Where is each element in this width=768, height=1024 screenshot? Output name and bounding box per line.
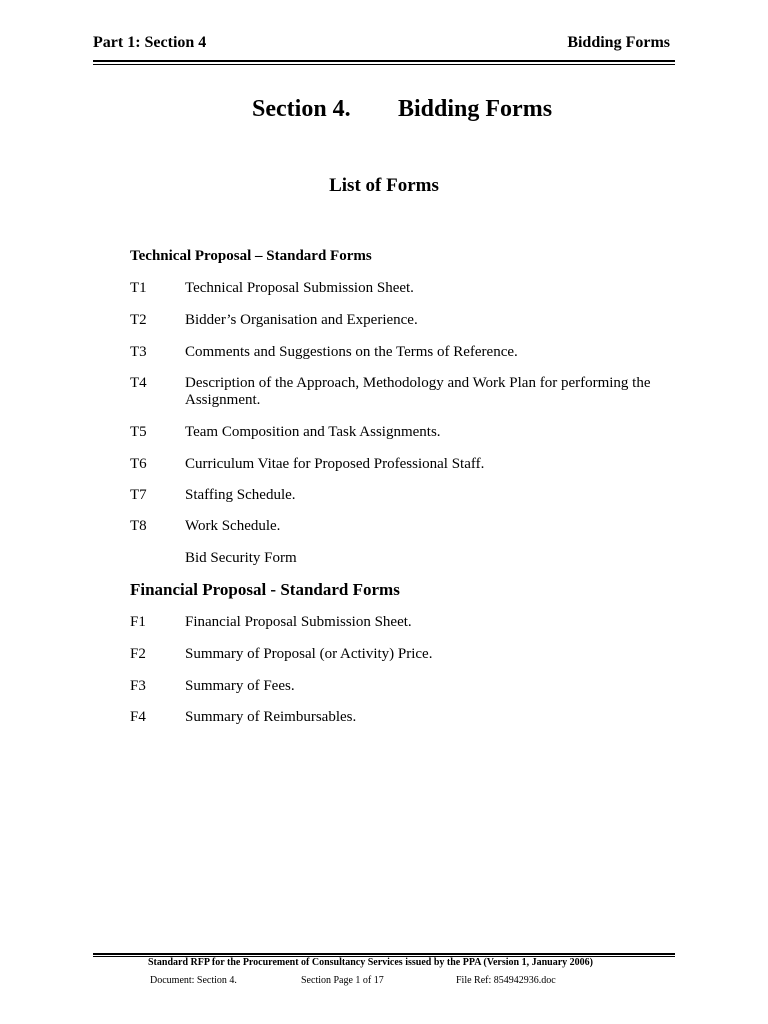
technical-forms-heading: Technical Proposal – Standard Forms <box>130 248 372 264</box>
form-description: Summary of Reimbursables. <box>185 709 357 725</box>
form-code: T4 <box>130 375 147 391</box>
list-title: List of Forms <box>329 175 439 196</box>
form-code: F1 <box>130 614 146 630</box>
form-description: Summary of Fees. <box>185 678 295 694</box>
footer-file-ref: File Ref: 854942936.doc <box>456 975 556 986</box>
form-description: Staffing Schedule. <box>185 487 296 503</box>
form-code: F3 <box>130 678 146 694</box>
header-section-label: Bidding Forms <box>567 34 670 51</box>
section-number: Section 4. <box>252 96 351 122</box>
form-description: Financial Proposal Submission Sheet. <box>185 614 412 630</box>
form-code: T5 <box>130 424 147 440</box>
section-name: Bidding Forms <box>398 96 553 122</box>
financial-forms-heading: Financial Proposal - Standard Forms <box>130 580 400 599</box>
form-code: T2 <box>130 312 147 328</box>
header-divider <box>93 60 675 65</box>
header-part-label: Part 1: Section 4 <box>93 34 207 51</box>
form-description: Comments and Suggestions on the Terms of Reference. <box>185 344 518 360</box>
form-description: Technical Proposal Submission Sheet. <box>185 280 414 296</box>
footer-title: Standard RFP for the Procurement of Consultancy Services issued by the PPA (Version 1, January 2006) <box>148 957 593 968</box>
form-code: T3 <box>130 344 147 360</box>
form-description: Bidder’s Organisation and Experience. <box>185 312 418 328</box>
form-description: Bid Security Form <box>185 550 297 566</box>
form-code: F2 <box>130 646 146 662</box>
form-description: Team Composition and Task Assignments. <box>185 424 441 440</box>
form-description: Work Schedule. <box>185 518 281 534</box>
form-code: T8 <box>130 518 147 534</box>
form-description: Summary of Proposal (or Activity) Price. <box>185 646 433 662</box>
footer-page-number: Section Page 1 of 17 <box>301 975 384 986</box>
footer-document: Document: Section 4. <box>150 975 237 986</box>
page-title <box>252 96 552 123</box>
form-description: Description of the Approach, Methodology and Work Plan for performing the Assignment. <box>185 375 651 408</box>
form-code: T6 <box>130 456 147 472</box>
form-description: Curriculum Vitae for Proposed Professional Staff. <box>185 456 485 472</box>
form-code: T1 <box>130 280 147 296</box>
form-code: F4 <box>130 709 146 725</box>
form-code: T7 <box>130 487 147 503</box>
